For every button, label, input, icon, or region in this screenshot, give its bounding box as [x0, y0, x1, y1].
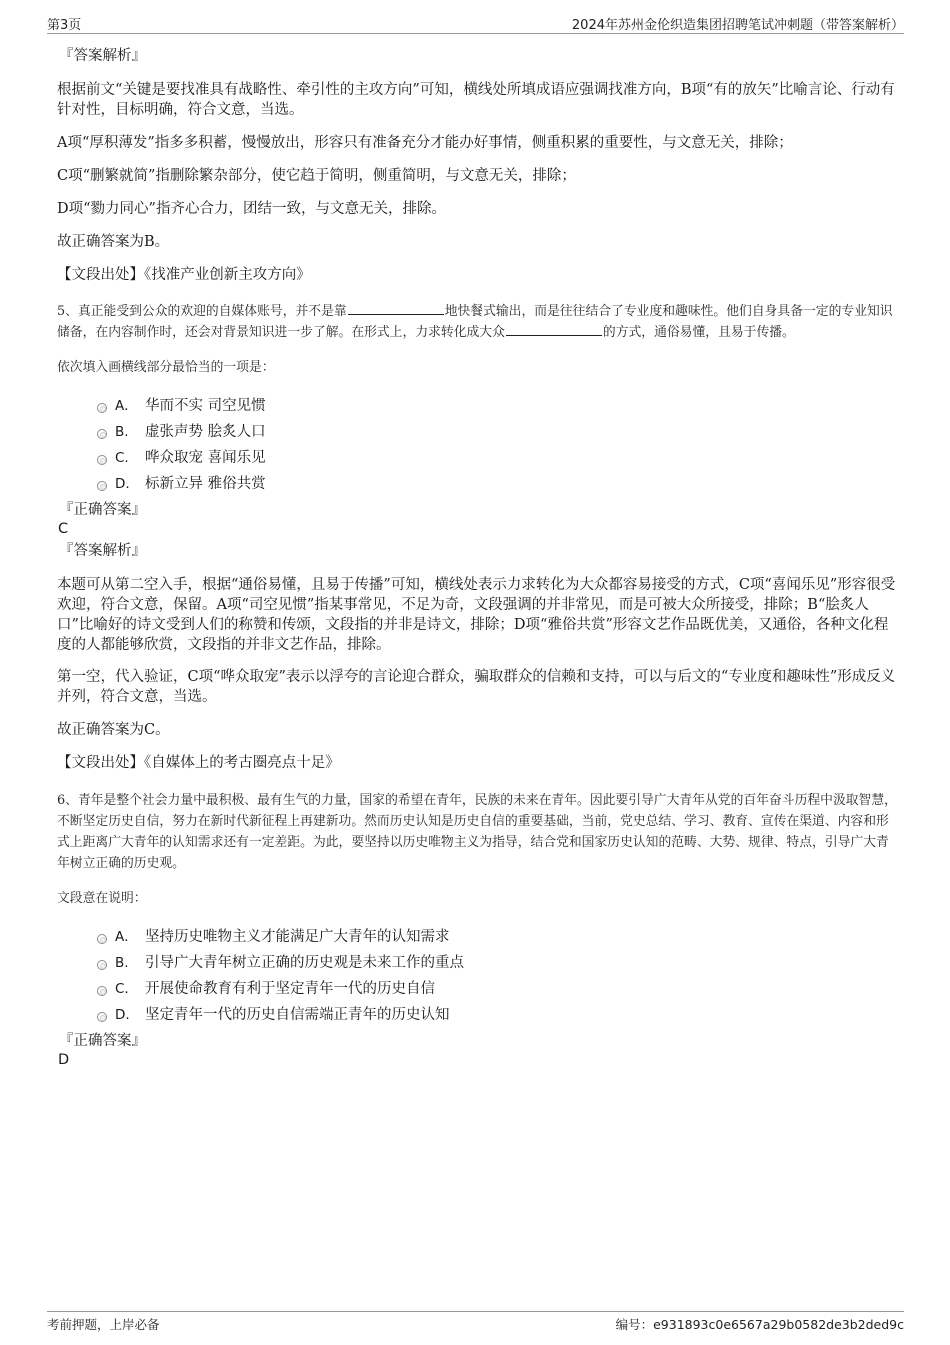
option-letter: A． — [115, 398, 138, 414]
prev-analysis-paragraph: 根据前文“关键是要找准具有战略性、牵引性的主攻方向”可知，横线处所填成语应强调找准方向，B项“有的放矢”比喻言论、行动有针对性，目标明确，符合文意，当选。 — [57, 82, 895, 118]
question-5-prompt: 依次填入画横线部分最恰当的一项是： — [57, 360, 275, 375]
option-a[interactable] — [97, 393, 897, 419]
fill-blank-2 — [506, 322, 602, 336]
question-6-prompt: 文段意在说明： — [57, 891, 147, 906]
radio-button[interactable] — [97, 986, 107, 996]
question-5-text — [57, 301, 897, 343]
option-b[interactable] — [97, 950, 897, 976]
option-c[interactable] — [97, 445, 897, 471]
radio-button[interactable] — [97, 481, 107, 491]
prev-analysis-label: 『答案解析』 — [59, 48, 146, 64]
option-letter: D. — [115, 476, 130, 492]
option-text: 哗众取宠 喜闻乐见 — [145, 450, 266, 466]
question-6-text: 6、青年是整个社会力量中最积极、最有生气的力量，国家的希望在青年，民族的未来在青年。因此要引导广大青年从党的百年奋斗历程中汲取智慧，不断坚定历史自信，努力在新时代新征程上再建新功。然而历史认知是历史自信的重要基础，当前，党史总结、学习、教育、宣传在渠道、内容和形式上距离广大青年的认知需求还有一定差距。为此，要坚持以历史唯物主义为指导，结合党和国家历史认知的范畴、大势、规律、特点，引导广大青年树立正确的历史观。 — [57, 793, 897, 871]
option-text: 虚张声势 脍炙人口 — [145, 424, 266, 440]
page-content — [57, 44, 897, 1070]
question-5-options — [97, 393, 897, 497]
option-text: 坚持历史唯物主义才能满足广大青年的认知需求 — [145, 929, 450, 945]
radio-button[interactable] — [97, 429, 107, 439]
radio-button[interactable] — [97, 960, 107, 970]
radio-button[interactable] — [97, 934, 107, 944]
option-text: 标新立异 雅俗共赏 — [145, 476, 266, 492]
option-text: 引导广大青年树立正确的历史观是未来工作的重点 — [145, 955, 464, 971]
question-6-answer: D — [58, 1052, 70, 1068]
prev-source: 【文段出处】《找准产业创新主攻方向》 — [57, 267, 311, 283]
option-text: 开展使命教育有利于坚定青年一代的历史自信 — [145, 981, 435, 997]
page-number: 第3页 — [47, 18, 82, 33]
question-6-options — [97, 924, 897, 1028]
question-5-text-part: 地快餐式输出，而是往往结合了专业度和趣味性。他们自身具备一定的专业知识储备，在内容制作时，还会对背景知识进一步了解。在形式上，力求转化成大众 — [57, 304, 893, 340]
option-d[interactable] — [97, 1002, 897, 1028]
question-5-analysis-label: 『答案解析』 — [59, 543, 146, 559]
page-header — [47, 14, 904, 34]
question-5-text-part: 的方式，通俗易懂，且易于传播。 — [602, 325, 795, 340]
document-code: 编号：e931893c0e6567a29b0582de3b2ded9c — [615, 1317, 904, 1332]
radio-button[interactable] — [97, 1012, 107, 1022]
prev-analysis-paragraph: A项“厚积薄发”指多多积蓄，慢慢放出，形容只有准备充分才能办好事情，侧重积累的重要性，与文意无关，排除； — [57, 135, 793, 151]
option-letter: B. — [115, 955, 129, 971]
option-letter: C. — [115, 450, 129, 466]
option-text: 华而不实 司空见惯 — [145, 398, 266, 414]
question-5-answer-label: 『正确答案』 — [59, 502, 146, 518]
option-d[interactable] — [97, 471, 897, 497]
question-5-conclusion: 故正确答案为C。 — [57, 722, 170, 738]
question-5-analysis-paragraph: 第一空，代入验证，C项“哗众取宠”表示以浮夸的言论迎合群众，骗取群众的信赖和支持，可以与后文的“专业度和趣味性”形成反义并列，符合文意，当选。 — [57, 669, 896, 705]
option-letter: C. — [115, 981, 129, 997]
option-letter: B. — [115, 424, 129, 440]
page-footer — [47, 1311, 904, 1333]
prev-conclusion: 故正确答案为B。 — [57, 234, 170, 250]
option-text: 坚定青年一代的历史自信需端正青年的历史认知 — [145, 1007, 450, 1023]
prev-analysis-paragraph: C项“删繁就简”指删除繁杂部分，使它趋于简明，侧重简明，与文意无关，排除； — [57, 168, 576, 184]
option-letter: A． — [115, 929, 138, 945]
option-letter: D. — [115, 1007, 130, 1023]
prev-analysis-paragraph: D项“勠力同心”指齐心合力，团结一致，与文意无关，排除。 — [57, 201, 446, 217]
question-5-analysis-paragraph: 本题可从第二空入手，根据“通俗易懂，且易于传播”可知，横线处表示力求转化为大众都容易接受的方式，C项“喜闻乐见”形容很受欢迎，符合文意，保留。A项“司空见惯”指某事常见，不足为奇，文段强调的并非常见，而是可被大众所接受，排除；B“脍炙人口”比喻好的诗文受到人们的称赞和传颂，文段指的并非是诗文，排除；D项“雅俗共赏”形容文艺作品既优美，又通俗，各种文化程度的人都能够欣赏，文段指的并非文艺作品，排除。 — [57, 577, 896, 653]
question-5-text-part: 5、真正能受到公众的欢迎的自媒体账号，并不是靠 — [57, 304, 347, 319]
option-c[interactable] — [97, 976, 897, 1002]
question-6-answer-label: 『正确答案』 — [59, 1033, 146, 1049]
radio-button[interactable] — [97, 455, 107, 465]
footer-slogan: 考前押题，上岸必备 — [47, 1317, 160, 1332]
option-b[interactable] — [97, 419, 897, 445]
fill-blank-1 — [348, 301, 444, 315]
question-5-source: 【文段出处】《自媒体上的考古圈亮点十足》 — [57, 755, 340, 771]
option-a[interactable] — [97, 924, 897, 950]
question-5-answer: C — [58, 521, 69, 537]
document-title: 2024年苏州金伦织造集团招聘笔试冲刺题（带答案解析） — [571, 18, 904, 33]
radio-button[interactable] — [97, 403, 107, 413]
